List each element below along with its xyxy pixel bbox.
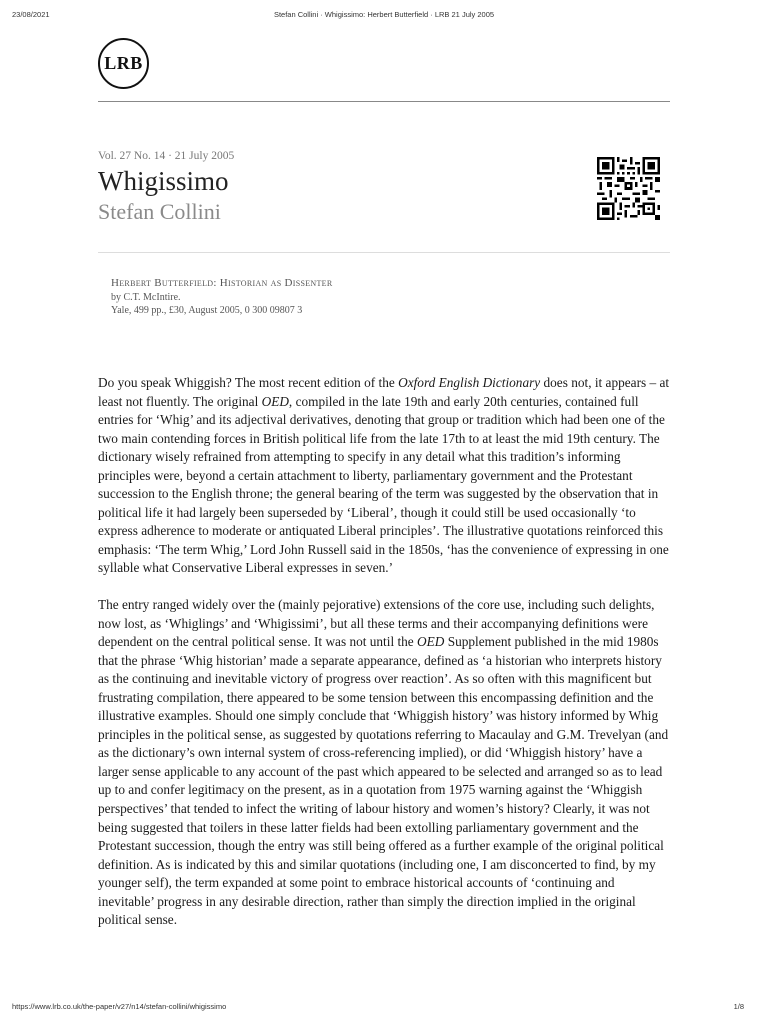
- article-title: Whigissimo: [98, 166, 229, 196]
- reviewed-book: [111, 277, 333, 318]
- paragraph-text: Do you speak Whiggish? The most recent edition of the: [98, 375, 399, 390]
- book-title: Herbert Butterfield: Historian as Dissenter: [111, 277, 333, 289]
- title-divider: [98, 252, 670, 253]
- paragraph-text: Supplement published in the mid 1980s that the phrase ‘Whig historian’ made a separate appearance, defined as ‘a historian who interprets history as the continuing and inevitable victory of progress over reaction’. As so often with this magnificent but frustrating compilation, there appeared to be some tension between this encompassing definition and the illustrative examples. Should one simply conclude that ‘Whiggish history’ was history informed by Whig principles in the political sense, as suggested by quotations referring to Macaulay and G.M. Trevelyan (and as the dictionary’s own internal system of cross-referencing implied), or did ‘Whiggish history’ have a larger sense applicable to any account of the past which appeared to be selected and arranged so as to lead up to and confer legitimacy on the present, as in a quotation from 1975 warning against the ‘Whiggish perspectives’ that tended to infect the writing of labour history and women’s history? Clearly, it was not being suggested that toilers in these latter fields had been extolling parliamentary government and the Protestant succession, though the entry was still being offered as a further example of the original political definition. As is indicated by this and similar quotations (including one, I am disconcerted to find, by my younger self), the term expanded at some point to embrace historical accounts of ‘continuing and inevitable’ progress in any desirable direction, rather than simply the direction implied in the original political sense.: [98, 634, 669, 928]
- body-paragraph: [98, 374, 670, 578]
- print-page-title: Stefan Collini · Whigissimo: Herbert Butterfield · LRB 21 July 2005: [273, 10, 495, 19]
- lrb-logo[interactable]: LRB: [98, 38, 149, 89]
- article-body: [98, 374, 670, 948]
- book-author: by C.T. McIntire.: [111, 291, 181, 303]
- print-header: [0, 10, 768, 22]
- print-date: 23/08/2021: [12, 10, 50, 19]
- print-page-number: 1/8: [733, 1002, 744, 1011]
- paragraph-text: , compiled in the late 19th and early 20th centuries, contained full entries for ‘Whig’ and its adjectival derivatives, denoting that group or tradition which had been one of the two main contending forces in British political life from the late 17th to at least the mid 19th century. The dictionary wisely refrained from attempting to specify in any detail what this tradition’s informing principles were, beyond a certain attachment to liberty, parliamentary government and the Protestant succession to the English throne; the general bearing of the term was suggested by the observation that in political life it had largely been superseded by ‘Liberal’, though it could still be used occasionally ‘to express adherence to moderate or antiquated Liberal principles’. The illustrative quotations reinforced this emphasis: ‘The term Whig,’ Lord John Russell said in the 1850s, ‘has the convenience of expressing in one syllable what Conservative Liberal expresses in seven.’: [98, 393, 669, 576]
- issue-line: Vol. 27 No. 14 · 21 July 2005: [98, 150, 235, 162]
- paragraph-text: The entry ranged widely over the (mainly pejorative) extensions of the core use, including such delights, now lost, as ‘Whiglings’ and ‘Whigissimi’, but all these terms and their accompanying definitions were dependent on the central political sense. It was not until the: [98, 597, 655, 650]
- header-divider: [98, 101, 670, 102]
- print-footer: [0, 1002, 768, 1014]
- print-url: https://www.lrb.co.uk/the-paper/v27/n14/stefan-collini/whigissimo: [12, 1002, 227, 1011]
- italic-text: OED: [261, 393, 289, 409]
- article-author[interactable]: Stefan Collini: [98, 199, 221, 224]
- italic-text: Oxford English Dictionary: [398, 375, 541, 390]
- italic-text: OED: [417, 634, 445, 650]
- qr-code-icon: [597, 157, 660, 220]
- book-details: Yale, 499 pp., £30, August 2005, 0 300 09807 3: [111, 305, 303, 316]
- body-paragraph: [98, 596, 670, 930]
- paragraph-text: does not, it appears – at least not fluently. The original: [98, 375, 670, 409]
